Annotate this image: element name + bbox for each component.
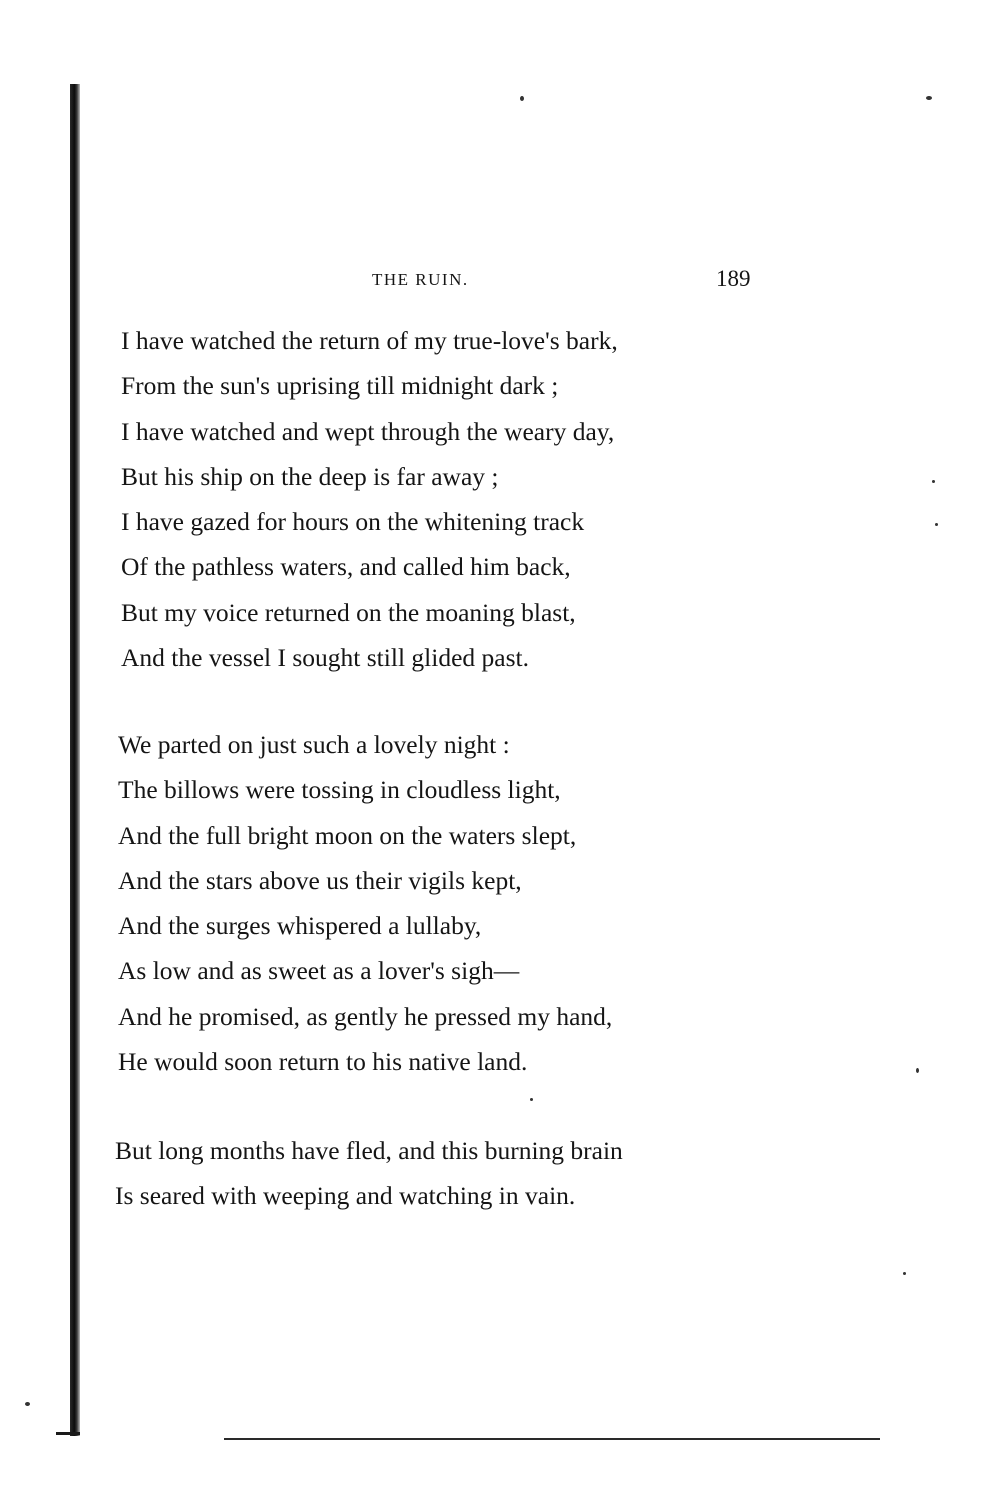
stanza-2: [118, 722, 612, 1084]
poem-line: I have gazed for hours on the whitening track: [121, 507, 585, 537]
stanza-1: [121, 318, 618, 680]
scan-speck: [926, 96, 932, 100]
poem-line: But my voice returned on the moaning blast,: [121, 597, 576, 627]
poem-line: I have watched the return of my true-love's bark,: [121, 326, 618, 355]
poem-line: Is seared with weeping and watching in vain.: [115, 1181, 576, 1211]
poem-line: He would soon return to his native land.: [118, 1047, 528, 1077]
stanza-3: [115, 1128, 623, 1219]
binding-edge: [70, 84, 80, 1436]
poem-line: But long months have fled, and this burning brain: [115, 1136, 623, 1165]
poem-line: Of the pathless waters, and called him back,: [121, 552, 571, 582]
running-head: THE RUIN.: [372, 270, 469, 289]
scan-speck: [932, 480, 935, 483]
poem-line: But his ship on the deep is far away ;: [121, 461, 499, 491]
scan-speck: [25, 1402, 30, 1406]
scan-speck: [520, 96, 524, 101]
poem-line: And the vessel I sought still glided past.: [121, 643, 529, 673]
poem-line: As low and as sweet as a lover's sigh—: [118, 956, 520, 986]
page-number: 189: [716, 266, 751, 291]
scan-speck: [903, 1272, 906, 1275]
poem-line: From the sun's uprising till midnight dark ;: [121, 371, 559, 401]
poem-line: And the full bright moon on the waters slept,: [118, 820, 577, 850]
bottom-rule: [224, 1438, 880, 1440]
poem-line: And he promised, as gently he pressed my hand,: [118, 1001, 613, 1031]
scan-speck: [530, 1098, 533, 1101]
poem-line: We parted on just such a lovely night :: [118, 730, 510, 759]
poem-line: I have watched and wept through the weary day,: [121, 416, 615, 446]
poem-line: And the surges whispered a lullaby,: [118, 911, 482, 941]
poem-line: And the stars above us their vigils kept,: [118, 865, 522, 895]
binding-foot-mark: [56, 1432, 80, 1435]
scan-speck: [916, 1068, 919, 1073]
scan-speck: [935, 523, 938, 526]
poem-line: The billows were tossing in cloudless light,: [118, 775, 561, 805]
